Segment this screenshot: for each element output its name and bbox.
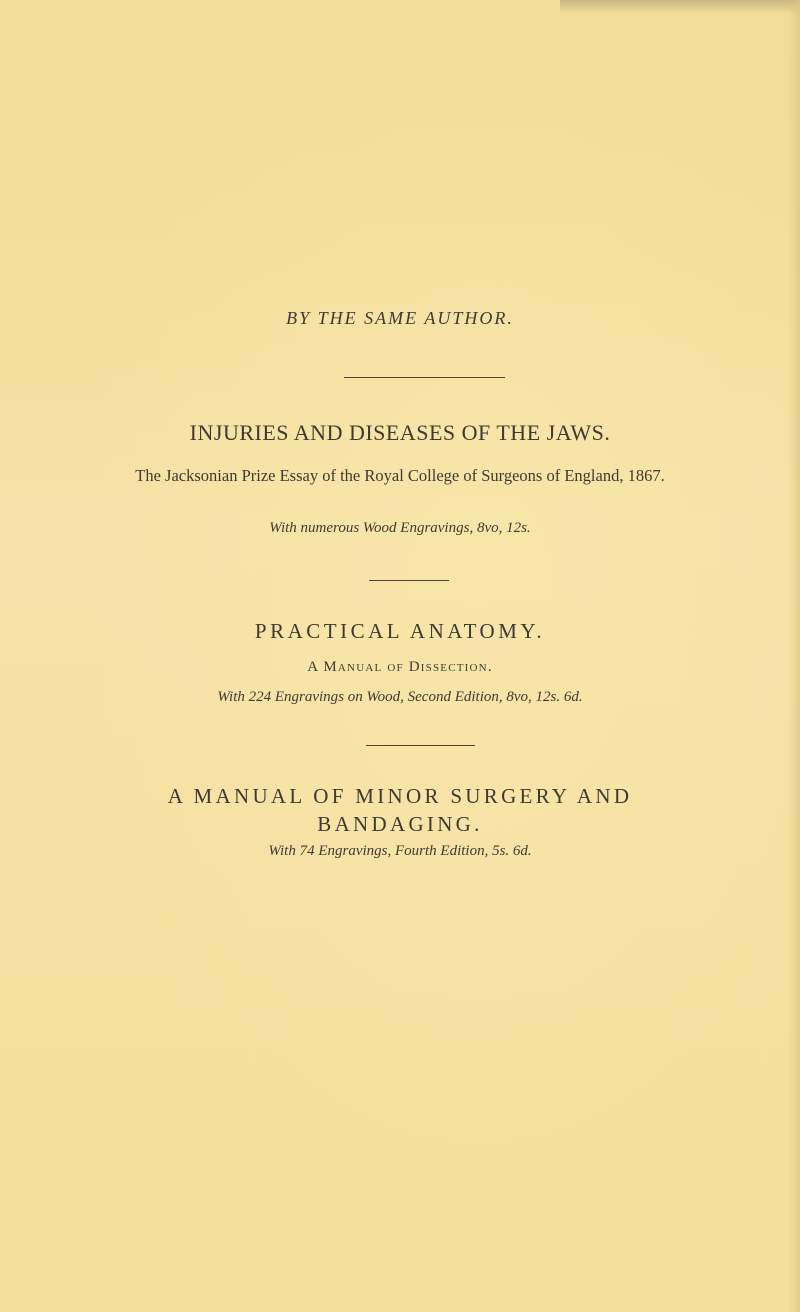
- work-title-line: A MANUAL OF MINOR SURGERY AND: [167, 784, 633, 808]
- work-details-anatomy: With 224 Engravings on Wood, Second Edition, 8vo, 12s. 6d.: [217, 689, 583, 705]
- work-title-minor-surgery: [0, 782, 800, 838]
- divider-rule: [366, 745, 475, 746]
- divider-rule: [344, 377, 505, 378]
- work-description-jaws: The Jacksonian Prize Essay of the Royal College of Surgeons of England, 1867.: [135, 466, 665, 485]
- scan-shadow: [560, 0, 800, 14]
- page-heading: BY THE SAME AUTHOR.: [286, 308, 514, 328]
- work-details-minor-surgery: With 74 Engravings, Fourth Edition, 5s. 6d.: [268, 843, 532, 859]
- work-title-anatomy: PRACTICAL ANATOMY.: [254, 619, 546, 643]
- work-title-jaws: INJURIES AND DISEASES OF THE JAWS.: [189, 420, 611, 445]
- work-title-line: BANDAGING.: [317, 812, 483, 836]
- divider-rule: [369, 580, 449, 581]
- page-edge: [788, 0, 800, 1312]
- work-details-jaws: With numerous Wood Engravings, 8vo, 12s.: [269, 520, 531, 536]
- work-subtitle-anatomy: A Manual of Dissection.: [307, 659, 493, 675]
